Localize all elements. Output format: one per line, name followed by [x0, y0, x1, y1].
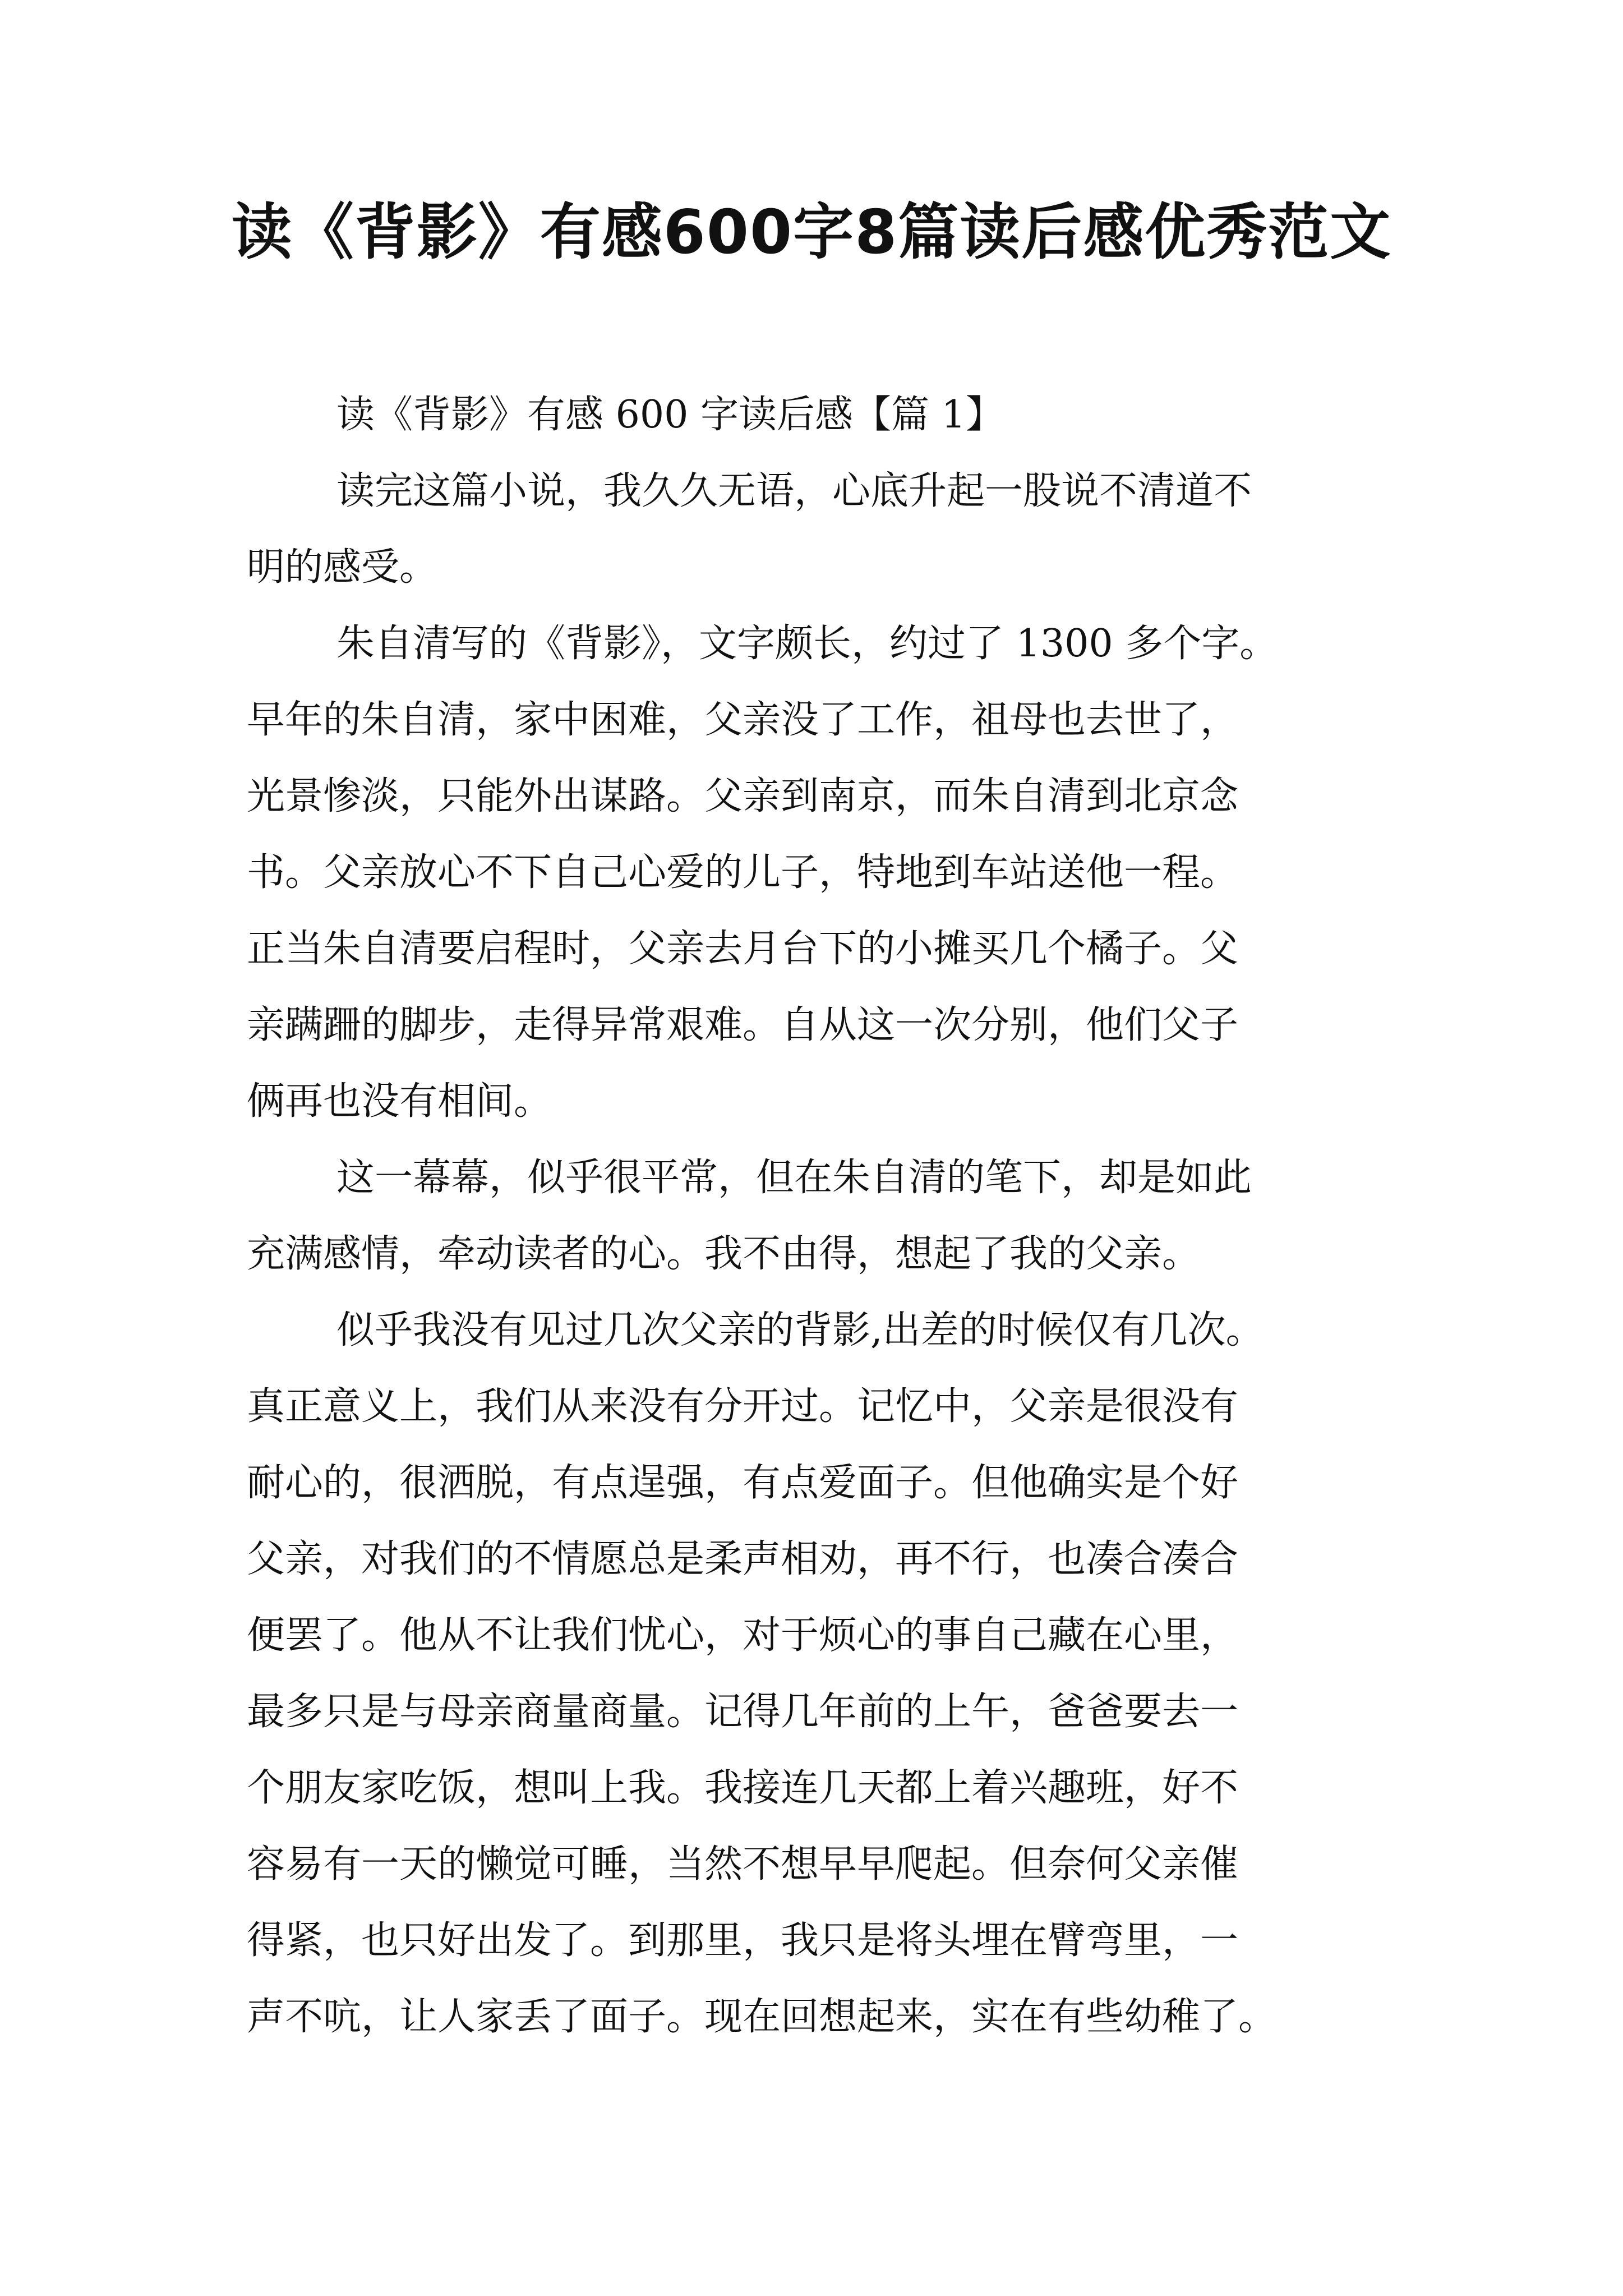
document-body	[247, 377, 1402, 2055]
text-line: 声不吭，让人家丢了面子。现在回想起来，实在有些幼稚了。	[247, 1995, 1277, 2039]
text-line: 便罢了。他从不让我们忧心，对于烦心的事自己藏在心里，	[247, 1613, 1239, 1658]
text-line: 明的感受。	[247, 545, 438, 590]
text-line: 光景惨淡，只能外出谋路。父亲到南京，而朱自清到北京念	[247, 774, 1239, 818]
text-line: 正当朱自清要启程时，父亲去月台下的小摊买几个橘子。父	[247, 927, 1239, 971]
text-line: 耐心的，很洒脱，有点逞强，有点爱面子。但他确实是个好	[247, 1461, 1239, 1505]
text-line: 书。父亲放心不下自己心爱的儿子，特地到车站送他一程。	[247, 850, 1239, 895]
text-line: 个朋友家吃饭，想叫上我。我接连几天都上着兴趣班，好不	[247, 1766, 1239, 1810]
text-line: 得紧，也只好出发了。到那里，我只是将头埋在臂弯里，一	[247, 1918, 1239, 1963]
text-line: 朱自清写的《背影》，文字颇长，约过了 1300 多个字。	[336, 622, 1278, 666]
text-line: 这一幕幕，似乎很平常，但在朱自清的笔下，却是如此	[336, 1156, 1252, 1200]
text-line: 早年的朱自清，家中困难，父亲没了工作，祖母也去世了，	[247, 698, 1239, 742]
text-line: 最多只是与母亲商量商量。记得几年前的上午，爸爸要去一	[247, 1690, 1239, 1734]
text-line: 似乎我没有见过几次父亲的背影,出差的时候仅有几次。	[336, 1308, 1264, 1352]
text-line: 充满感情，牵动读者的心。我不由得，想起了我的父亲。	[247, 1232, 1201, 1276]
text-line: 俩再也没有相间。	[247, 1079, 552, 1124]
document-title: 读《背影》有感600字8篇读后感优秀范文	[231, 197, 1392, 268]
text-line: 读《背影》有感 600 字读后感【篇 1】	[336, 393, 1004, 437]
text-line: 读完这篇小说，我久久无语，心底升起一股说不清道不	[336, 469, 1252, 513]
text-line: 父亲，对我们的不情愿总是柔声相劝，再不行，也凑合凑合	[247, 1537, 1239, 1581]
text-line: 亲蹒跚的脚步，走得异常艰难。自从这一次分别，他们父子	[247, 1003, 1239, 1047]
text-line: 真正意义上，我们从来没有分开过。记忆中，父亲是很没有	[247, 1384, 1239, 1429]
text-line: 容易有一天的懒觉可睡，当然不想早早爬起。但奈何父亲催	[247, 1842, 1239, 1887]
